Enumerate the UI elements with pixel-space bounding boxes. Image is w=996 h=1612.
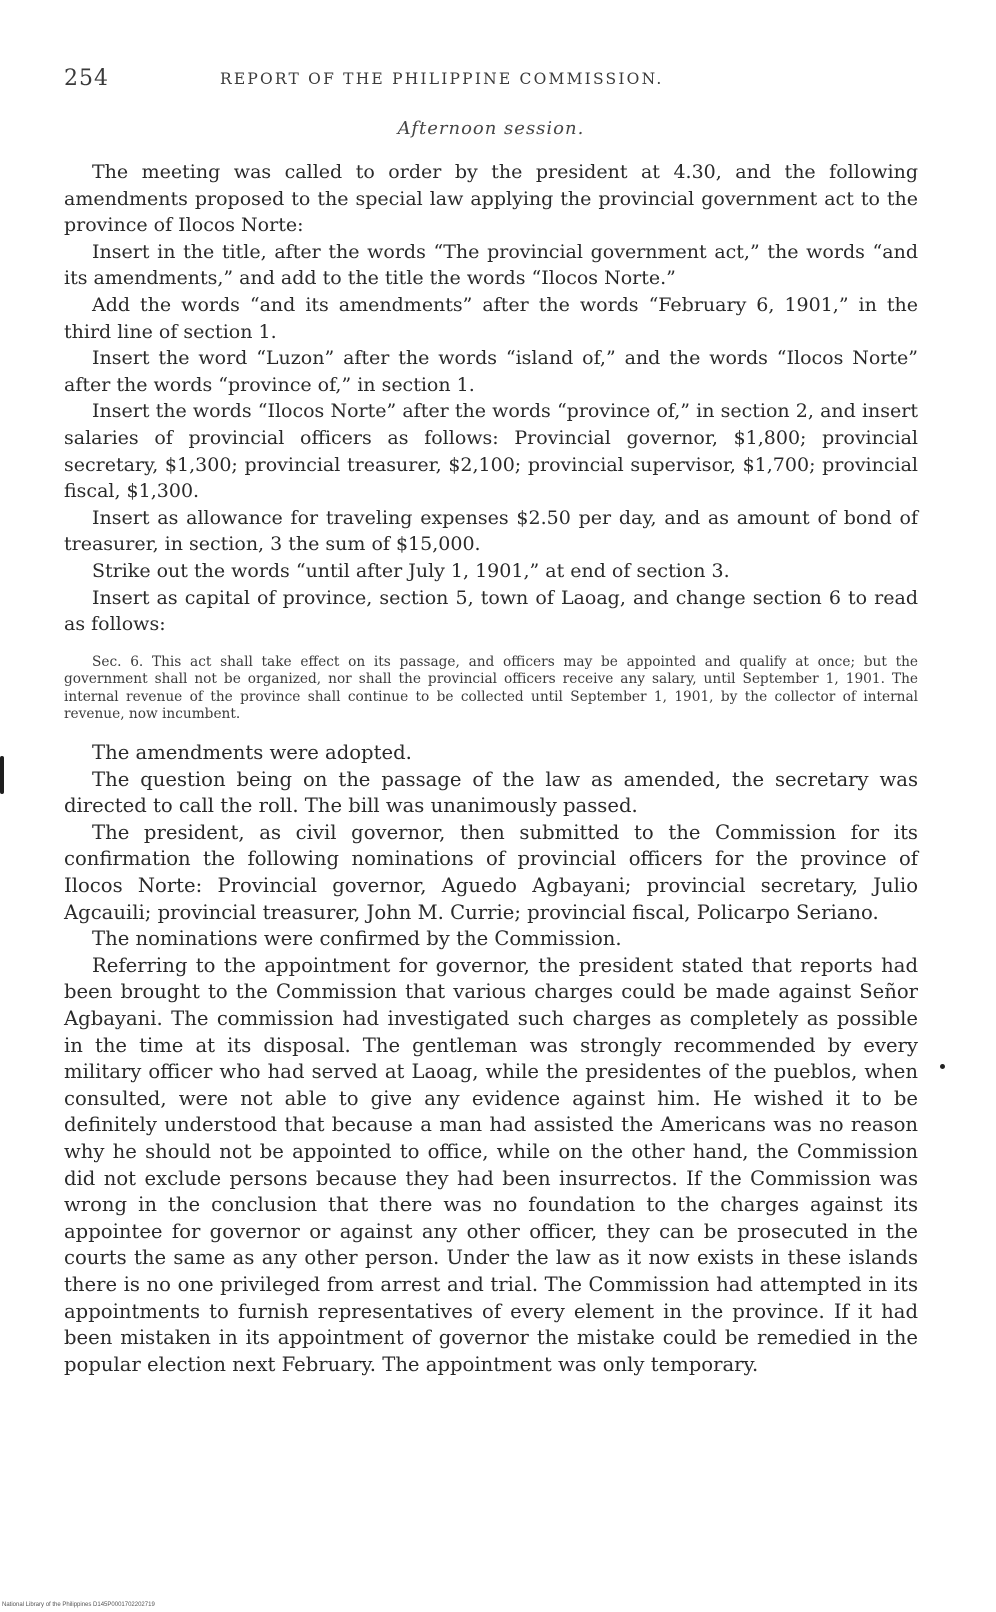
paragraph: The president, as civil governor, then submitted to the Commission for its confirmation the following nominations of provincial officers for the province of Ilocos Norte: Provincial governor, Aguedo Agbayani; provincial secretary, Julio Agcauili; provincial treasurer, John M. Currie; provincial fiscal, Policarpo Seriano. bbox=[64, 820, 918, 924]
scan-margin-mark bbox=[0, 756, 4, 794]
page-header bbox=[64, 58, 918, 92]
paragraph: Strike out the words “until after July 1, 1901,” at end of section 3. bbox=[92, 559, 730, 582]
quoted-section-text: Sec. 6. This act shall take effect on its passage, and officers may be appointed and qualify at once; but the government shall not be organized, nor shall the provincial officers receive any salary, until September 1, 1901. The internal revenue of the province shall continue to be collected until September 1, 1901, by the collector of internal revenue, now incumbent. bbox=[64, 653, 918, 723]
session-title: Afternoon session. bbox=[397, 118, 585, 139]
paragraph: The amendments were adopted. bbox=[92, 741, 412, 765]
page-number: 254 bbox=[64, 66, 109, 91]
paragraph: Insert as allowance for traveling expenses $2.50 per day, and as amount of bond of treasurer, in section, 3 the sum of $15,000. bbox=[64, 506, 918, 556]
document-page bbox=[64, 58, 918, 1378]
paragraph: Add the words “and its amendments” after the words “February 6, 1901,” in the third line of section 1. bbox=[64, 293, 918, 343]
scan-footer: National Library of the Philippines D145P0001702202719 bbox=[2, 1602, 155, 1608]
paragraph: Insert the word “Luzon” after the words “island of,” and the words “Ilocos Norte” after the words “province of,” in section 1. bbox=[64, 347, 918, 396]
paragraph: Insert as capital of province, section 5, town of Laoag, and change section 6 to read as follows: bbox=[64, 586, 918, 636]
paragraph: Insert in the title, after the words “The provincial government act,” the words “and its amendments,” and add to the title the words “Ilocos Norte.” bbox=[64, 240, 918, 290]
running-head: REPORT OF THE PHILIPPINE COMMISSION. bbox=[220, 70, 664, 88]
paragraph: The nominations were confirmed by the Commission. bbox=[92, 927, 622, 951]
paragraph: The question being on the passage of the law as amended, the secretary was directed to call the roll. The bill was unanimously passed. bbox=[64, 767, 918, 818]
paragraph: Referring to the appointment for governor, the president stated that reports had been brought to the Commission that various charges could be made against Señor Agbayani. The commission had investigated such charges as completely as possible in the time at its disposal. The gentleman was strongly recommended by every military officer who had served at Laoag, while the presidentes of the pueblos, when consulted, were not able to give any evidence against him. He wished it to be definitely understood that because a man had assisted the Americans was no reason why he should not be appointed to office, while on the other hand, the Commission did not exclude persons because they had been insurrectos. If the Commission was wrong in the conclusion that there was no foundation to the charges against its appointee for governor or against any other officer, they can be prosecuted in the courts the same as any other person. Under the law as it now exists in these islands there is no one privileged from arrest and trial. The Commission had attempted in its appointments to furnish representatives of every element in the province. If it had been mistaken in its appointment of governor the mistake could be remedied in the popular election next February. The appointment was only temporary. bbox=[64, 953, 918, 1376]
amendments-section bbox=[64, 159, 918, 638]
paragraph: The meeting was called to order by the president at 4.30, and the following amendments proposed to the special law applying the provincial government act to the province of Ilocos Norte: bbox=[64, 161, 918, 237]
paragraph: Insert the words “Ilocos Norte” after the words “province of,” in section 2, and insert salaries of provincial officers as follows: Provincial governor, $1,800; provincial secretary, $1,300; provincial treasurer, $2,100; provincial supervisor, $1,700; provincial fiscal, $1,300. bbox=[64, 400, 918, 503]
proceedings-section bbox=[64, 740, 918, 1378]
scan-speck bbox=[940, 1064, 945, 1069]
quoted-section bbox=[64, 654, 918, 724]
